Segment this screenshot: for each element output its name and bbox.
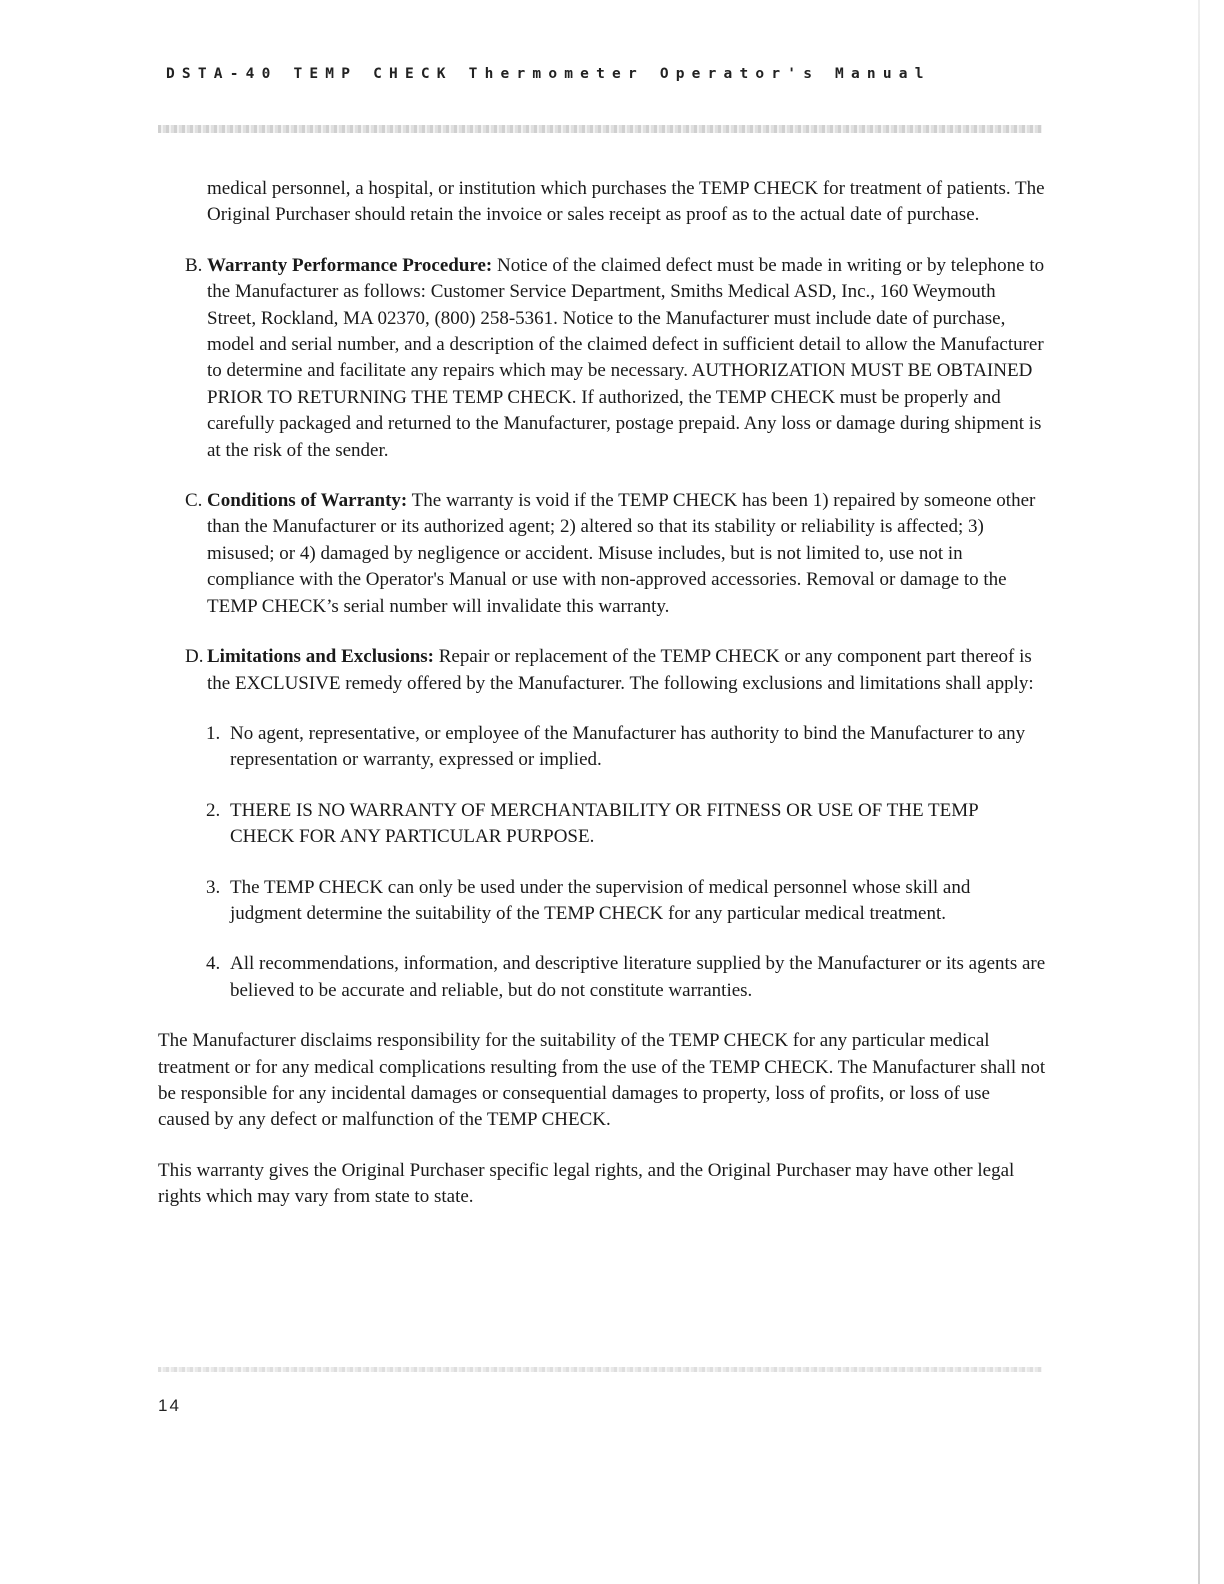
list-item <box>158 875 1046 928</box>
page-body <box>158 176 1046 1235</box>
scan-edge-line <box>1198 0 1200 1584</box>
footer-rule <box>158 1367 1042 1372</box>
list-item <box>158 721 1046 774</box>
section-heading: Conditions of Warranty: <box>207 490 408 512</box>
section-marker: C. <box>185 490 203 512</box>
list-marker: 2. <box>206 799 221 821</box>
list-text: All recommendations, information, and descriptive literature supplied by the Manufacturer or its agents are believed to be accurate and reliable, but do not constitute warranties. <box>230 953 1046 1001</box>
section-b <box>158 253 1046 464</box>
header-rule <box>158 125 1042 133</box>
list-item <box>158 951 1046 1004</box>
section-marker: D. <box>185 646 204 668</box>
list-marker: 3. <box>206 876 221 898</box>
section-marker: B. <box>185 254 203 276</box>
legal-rights-paragraph: This warranty gives the Original Purchaser specific legal rights, and the Original Purchaser may have other legal rights which may vary from state to state. <box>158 1159 1015 1208</box>
running-header: DSTA-40 TEMP CHECK Thermometer Operator's Manual <box>166 66 931 82</box>
page-number: 14 <box>158 1396 181 1415</box>
section-text: The warranty is void if the TEMP CHECK has been 1) repaired by someone other than the Manufacturer or its authorized agent; 2) altered so that its stability or reliability is affected; 3) misused; or 4) damaged by negligence or accident. Misuse includes, but is not limited to, use not in compliance with the Operator's Manual or use with non-approved accessories. Removal or damage to the TEMP CHECK’s serial number will invalidate this warranty. <box>207 490 1036 617</box>
section-text: Notice of the claimed defect must be made in writing or by telephone to the Manufacturer as follows: Customer Service Department, Smiths Medical ASD, Inc., 160 Weymouth Street, Rockland, MA 02370, (800) 258-5361. Notice to the Manufacturer must include date of purchase, model and serial number, and a description of the claimed defect in sufficient detail to allow the Manufacturer to determine and facilitate any repairs which may be necessary. AUTHORIZATION MUST BE OBTAINED PRIOR TO RETURNING THE TEMP CHECK. If authorized, the TEMP CHECK must be properly and carefully packaged and returned to the Manufacturer, postage prepaid. Any loss or damage during shipment is at the risk of the sender. <box>207 254 1045 461</box>
list-item <box>158 798 1046 851</box>
list-text: No agent, representative, or employee of the Manufacturer has authority to bind the Manufacturer to any representation or warranty, expressed or implied. <box>230 722 1026 771</box>
section-text: Repair or replacement of the TEMP CHECK or any component part thereof is the EXCLUSIVE remedy offered by the Manufacturer. The following exclusions and limitations shall apply: <box>207 646 1034 694</box>
list-marker: 1. <box>206 722 221 744</box>
disclaimer-paragraph: The Manufacturer disclaims responsibility for the suitability of the TEMP CHECK for any particular medical treatment or for any medical complications resulting from the use of the TEMP CHECK. The Manufacturer shall not be responsible for any incidental damages or consequential damages to property, loss of profits, or loss of use caused by any defect or malfunction of the TEMP CHECK. <box>158 1030 1046 1131</box>
continuation-paragraph: medical personnel, a hospital, or institution which purchases the TEMP CHECK for treatment of patients. The Original Purchaser should retain the invoice or sales receipt as proof as to the actual date of purchase. <box>207 178 1045 226</box>
section-heading: Limitations and Exclusions: <box>207 646 434 668</box>
list-text: The TEMP CHECK can only be used under the supervision of medical personnel whose skill and judgment determine the suitability of the TEMP CHECK for any particular medical treatment. <box>230 876 971 924</box>
section-heading: Warranty Performance Procedure: <box>207 254 493 276</box>
section-d <box>158 644 1046 697</box>
list-text: THERE IS NO WARRANTY OF MERCHANTABILITY OR FITNESS OR USE OF THE TEMP CHECK FOR ANY PARTICULAR PURPOSE. <box>230 799 978 848</box>
list-marker: 4. <box>206 953 221 975</box>
section-c <box>158 488 1046 620</box>
